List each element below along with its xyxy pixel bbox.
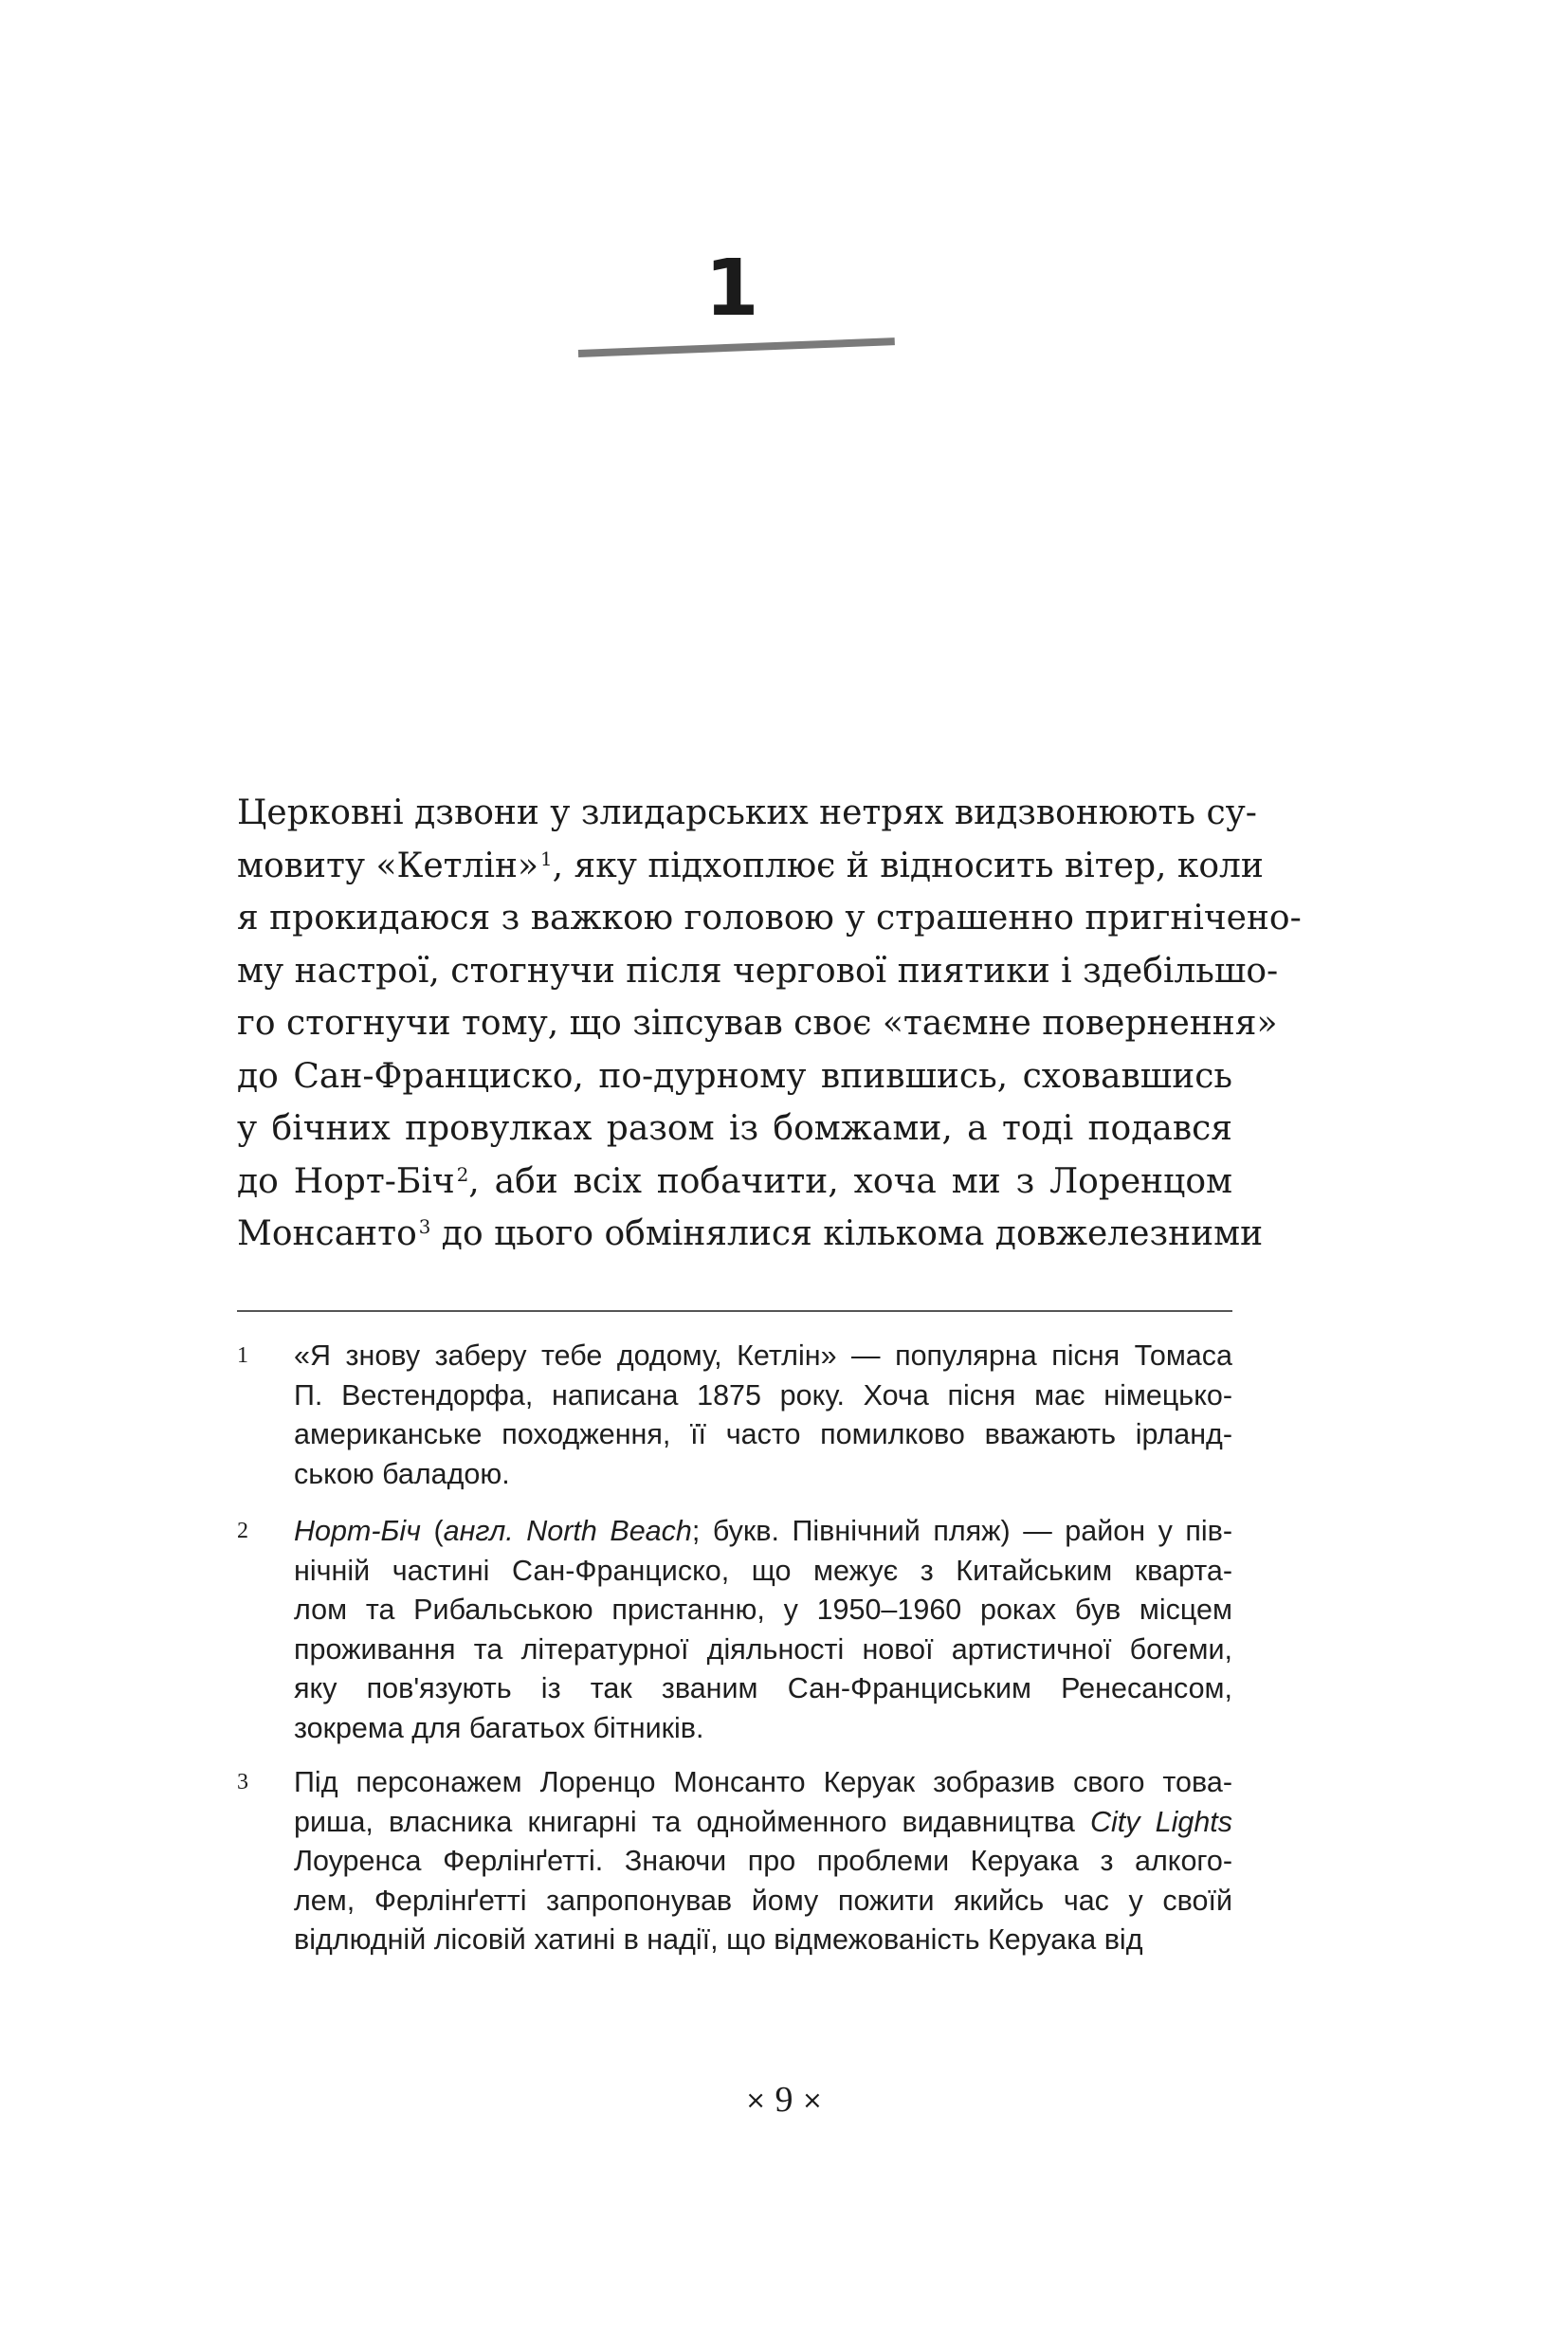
body-line: я прокидаюся з важкою головою у страшенно пригнічено-	[237, 899, 1302, 938]
body-line: мовиту «Кетлін» $^1$, яку підхоплює й відносить вітер, коли	[237, 846, 1264, 885]
footnote-number: 3	[237, 1770, 248, 1794]
footnote-ref[interactable]: 2	[456, 1163, 469, 1186]
page-number	[642, 2076, 926, 2124]
body-line: го стогнучи тому, що зіпсував своє «таємне повернення»	[237, 1004, 1278, 1043]
footnote-ref[interactable]: 1	[540, 847, 553, 870]
body-line: Монсанто $^3$ до цього обмінялися кількома довжелезними	[237, 1214, 1264, 1253]
body-line: до Норт-Біч $^2$, аби всіх побачити, хоча ми з Лоренцом	[237, 1161, 1232, 1201]
body-line: до Сан-Франциско, по-дурному впившись, сховавшись	[237, 1056, 1232, 1096]
footnote-separator	[237, 1310, 1232, 1312]
footnote-body: «Я знову заберу тебе додому, Кетлін» — популярна пісня Томаса П. Вестендорфа, написана 1875 року. Хоча пісня має німецько- американське походження, її часто помилково вважають ірланд- ською баладою.	[294, 1339, 1232, 1490]
footnote-body: Норт-Біч (англ. North Beach; букв. Північний пляж) — район у пів- нічній частині Сан-Франциско, що межує з Китайським кварта- лом та Рибальською пристанню, у 1950–1960 роках був місцем проживання та літературної діяльності нової артистичної богеми, яку пов'язують із так званим Сан-Франциським Ренесансом, зокрема для багатьох бітників.	[294, 1515, 1232, 1744]
body-line: Церковні дзвони у злидарських нетрях видзвонюють су-	[237, 793, 1257, 832]
footnote-number: 1	[237, 1343, 248, 1368]
ornament-right: ×	[802, 2086, 823, 2115]
body-line: му настрої, стогнучи після чергової пиятики і здебільшо-	[237, 951, 1279, 991]
page-number-value: 9	[775, 2080, 793, 2120]
ornament-left: ×	[745, 2086, 766, 2115]
footnote-body: Під персонажем Лоренцо Монсанто Керуак зобразив свого това- риша, власника книгарні та однойменного видавництва City Lights Лоуренса Ферлінґетті. Знаючи про проблеми Керуака з алкого- лем, Ферлінґетті запропонував йому пожити якийсь час у своїй відлюдній лісовій хатині в надії, що відмежованість Керуака від	[294, 1766, 1232, 1956]
footnote-number: 2	[237, 1519, 248, 1543]
footnote-ref[interactable]: 3	[418, 1216, 431, 1239]
body-text	[237, 787, 1302, 1261]
chapter-number: 1	[704, 244, 759, 334]
body-line: у бічних провулках разом із бомжами, а тоді подався	[237, 1109, 1232, 1148]
chapter-rule	[578, 337, 895, 357]
